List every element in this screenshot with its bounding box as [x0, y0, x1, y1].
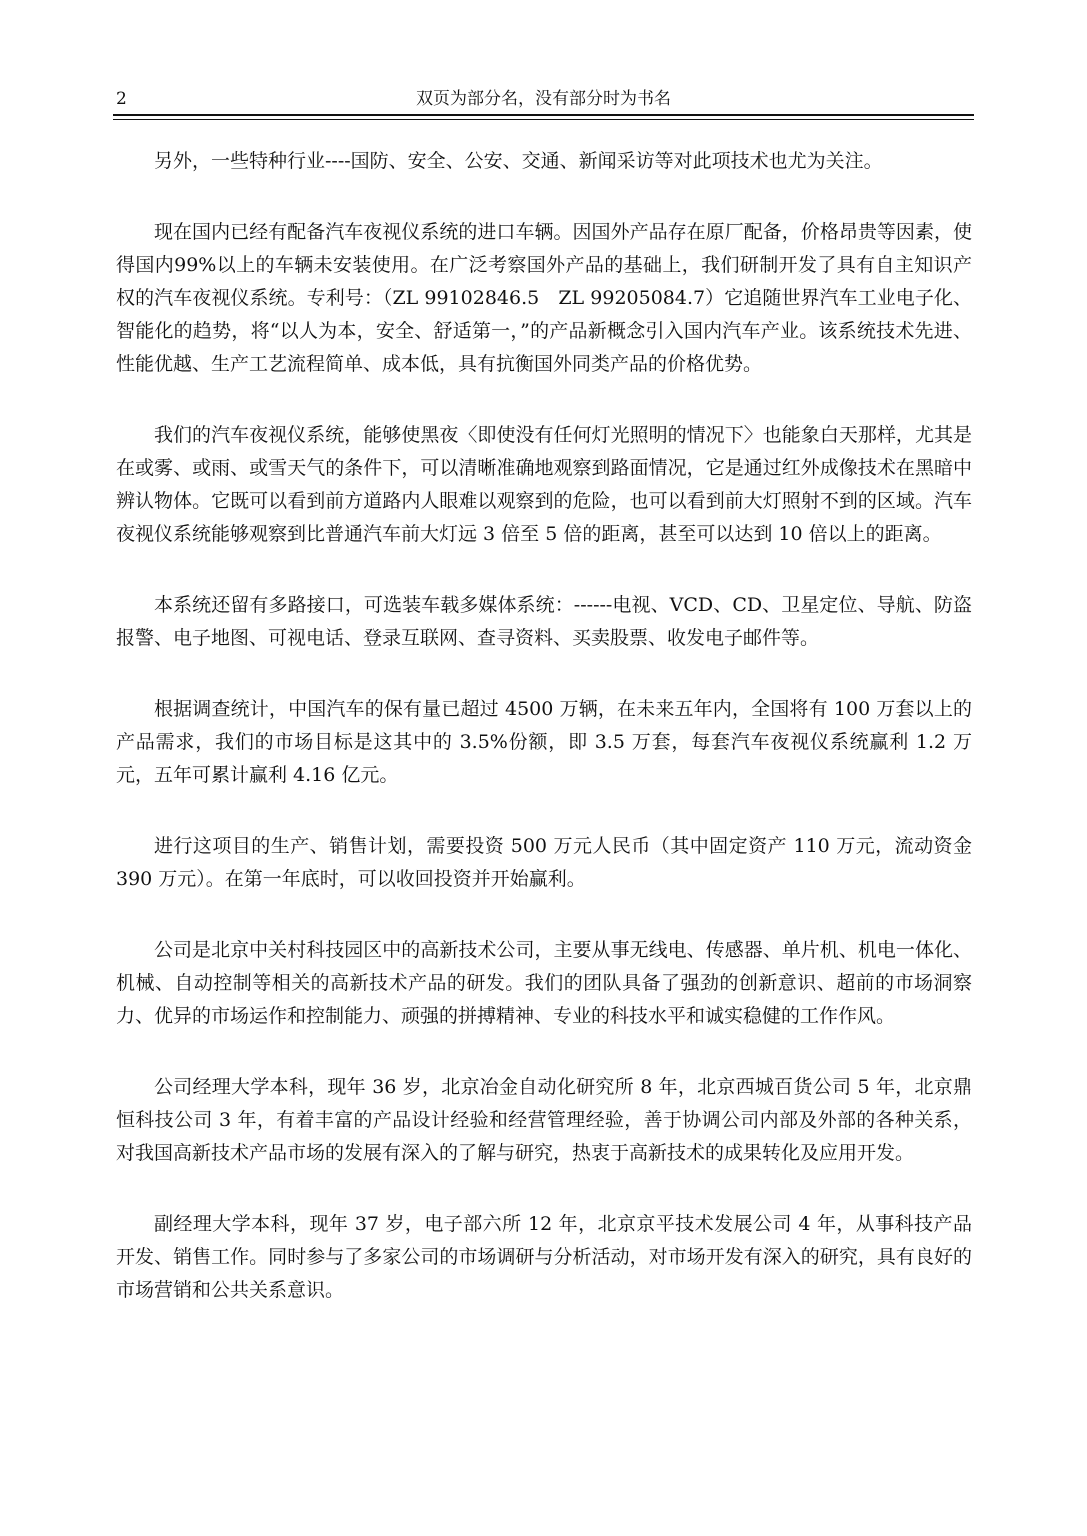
paragraph-night-vision-capability: 我们的汽车夜视仪系统，能够使黑夜〈即使没有任何灯光照明的情况下〉也能象白天那样，尤其是在或雾、或雨、或雪天气的条件下，可以清晰准确地观察到路面情况，它是通过红外成像技术在黑暗中辨认物体。它既可以看到前方道路内人眼难以观察到的危险，也可以看到前大灯照射不到的区域。汽车夜视仪系统能够观察到比普通汽车前大灯远 3 倍至 5 倍的距离，甚至可以达到 10 倍以上的距离。 [116, 424, 972, 545]
paragraph-manager-profile: 公司经理大学本科，现年 36 岁，北京冶金自动化研究所 8 年，北京西城百货公司 5 年，北京鼎恒科技公司 3 年，有着丰富的产品设计经验和经营管理经验，善于协调公司内部及外部的各种关系，对我国高新技术产品市场的发展有深入的了解与研究，热衷于高新技术的成果转化及应用开发。 [116, 1076, 972, 1164]
body-text [116, 145, 972, 1345]
paragraph-special-industries: 另外，一些特种行业----国防、安全、公安、交通、新闻采访等对此项技术也尤为关注。 [154, 150, 883, 172]
paragraph-market-status: 现在国内已经有配备汽车夜视仪系统的进口车辆。因国外产品存在原厂配备，价格昂贵等因素，使得国内99%以上的车辆未安装使用。在广泛考察国外产品的基础上，我们研制开发了具有自主知识产权的汽车夜视仪系统。专利号：（ZL 99102846.5 ZL 99205084.7）它追随世界汽车工业电子化、智能化的趋势，将“以人为本，安全、舒适第一，”的产品新概念引入国内汽车产业。该系统技术先进、性能优越、生产工艺流程简单、成本低，具有抗衡国外同类产品的价格优势。 [116, 221, 972, 375]
paragraph-investment-plan: 进行这项目的生产、销售计划，需要投资 500 万元人民币（其中固定资产 110 万元，流动资金 390 万元）。在第一年底时，可以收回投资并开始赢利。 [116, 835, 972, 890]
running-title: 双页为部分名，没有部分时为书名 [416, 89, 671, 109]
page-header [113, 88, 974, 110]
paragraph-company-profile: 公司是北京中关村科技园区中的高新技术公司，主要从事无线电、传感器、单片机、机电一体化、机械、自动控制等相关的高新技术产品的研发。我们的团队具备了强劲的创新意识、超前的市场洞察力、优异的市场运作和控制能力、顽强的拼搏精神、专业的科技水平和诚实稳健的工作作风。 [116, 939, 972, 1027]
header-rule-thin [113, 119, 974, 120]
header-rule-thick [113, 114, 974, 116]
paragraph-market-target: 根据调查统计，中国汽车的保有量已超过 4500 万辆，在未来五年内，全国将有 100 万套以上的产品需求，我们的市场目标是这其中的 3.5%份额，即 3.5 万套，每套汽车夜视仪系统赢利 1.2 万元，五年可累计赢利 4.16 亿元。 [116, 698, 972, 786]
paragraph-multimedia-interfaces: 本系统还留有多路接口，可选装车载多媒体系统：------电视、VCD、CD、卫星定位、导航、防盗报警、电子地图、可视电话、登录互联网、查寻资料、买卖股票、收发电子邮件等。 [116, 594, 972, 649]
page-number: 2 [116, 89, 127, 109]
paragraph-deputy-manager-profile: 副经理大学本科，现年 37 岁，电子部六所 12 年，北京京平技术发展公司 4 年，从事科技产品开发、销售工作。同时参与了多家公司的市场调研与分析活动，对市场开发有深入的研究，具有良好的市场营销和公共关系意识。 [116, 1213, 972, 1301]
